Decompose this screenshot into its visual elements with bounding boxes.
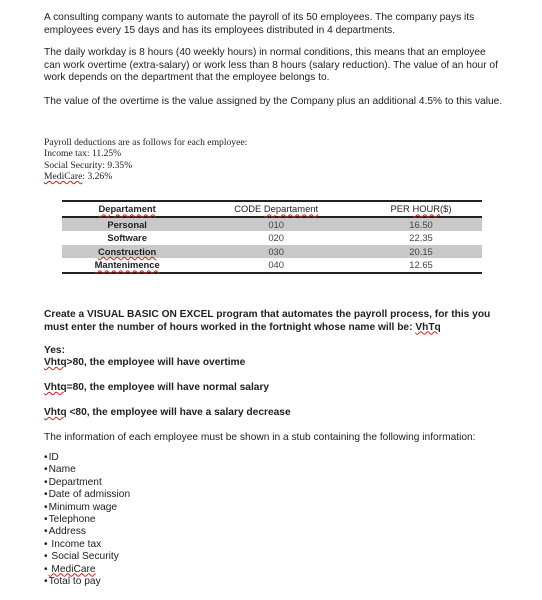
header-per-hour-text: PER HOUR($) (390, 203, 452, 215)
intro-paragraph: A consulting company wants to automate the payroll of its 50 employees. The company pays its employees every 15 days and has its employees distributed in 4 departments. (44, 12, 475, 36)
overtime-paragraph: The value of the overtime is the value assigned by the Company plus an additional 4.5% to this value. (44, 96, 503, 107)
workday-paragraph: The daily workday is 8 hours (40 weekly hours) in normal conditions, this means that an employee can work overtime (extra-salary) or work less than 8 hours (salary reduction). The value of an hour of work depends on the department that the employee belongs to. (44, 47, 498, 84)
list-item: • MediCare (44, 564, 130, 576)
header-code (192, 201, 360, 217)
cell-code: 020 (268, 232, 284, 244)
department-table (62, 200, 482, 274)
table-header-row (62, 201, 482, 217)
deductions-block (44, 137, 504, 183)
table-row (62, 231, 482, 245)
cell-per-hour: 22.35 (409, 232, 433, 244)
table-row (62, 258, 482, 273)
medicare-value: : 3.26% (82, 171, 113, 183)
employee-info-list (44, 452, 130, 588)
list-item: • Social Security (44, 551, 130, 563)
cell-per-hour: 12.65 (409, 259, 433, 271)
list-item: • Total to pay (44, 576, 130, 588)
task-paragraph: Create a VISUAL BASIC ON EXCEL program that automates the payroll process, for this you must enter the number of hours worked in the fortnight whose name will be: VhTq (44, 309, 491, 333)
condition-normal: Vhtq=80, the employee will have normal salary (44, 382, 270, 393)
social-security-line: Social Security: 9.35% (44, 159, 133, 171)
list-item: • Department (44, 477, 130, 489)
yes-label: Yes: (44, 345, 65, 356)
table-row (62, 245, 482, 259)
cell-per-hour: 20.15 (409, 245, 433, 257)
cell-code: 030 (268, 245, 284, 257)
cell-department: Mantenimence (94, 259, 160, 271)
list-item: • Income tax (44, 539, 130, 551)
list-item: • Minimum wage (44, 502, 130, 514)
header-department: Departament (98, 203, 156, 215)
cell-code: 010 (268, 218, 284, 230)
cell-code: 040 (268, 259, 284, 271)
medicare-word: MediCare (44, 171, 83, 183)
condition-decrease: Vhtq <80, the employee will have a salary decrease (44, 407, 291, 418)
variable-name: VhTq (415, 321, 441, 333)
list-item: • ID (44, 452, 130, 464)
header-per-hour (360, 201, 482, 217)
cell-department: Personal (107, 218, 147, 230)
list-item: • Name (44, 464, 130, 476)
medicare-line (44, 171, 504, 182)
deductions-intro: Payroll deductions are as follows for each employee: (44, 137, 248, 148)
header-code-text: CODE Departament (234, 203, 319, 215)
cell-per-hour: 16.50 (409, 218, 433, 230)
info-intro: The information of each employee must be shown in a stub containing the following information: (44, 432, 476, 443)
table-row (62, 217, 482, 232)
income-tax-line: Income tax: 11.25% (44, 148, 122, 160)
condition-overtime: Vhtq>80, the employee will have overtime (44, 357, 246, 368)
list-item: • Telephone (44, 514, 130, 526)
cell-department: Software (107, 232, 147, 244)
list-item: • Date of admission (44, 489, 130, 501)
list-item: • Address (44, 526, 130, 538)
cell-department: Construction (97, 245, 157, 257)
